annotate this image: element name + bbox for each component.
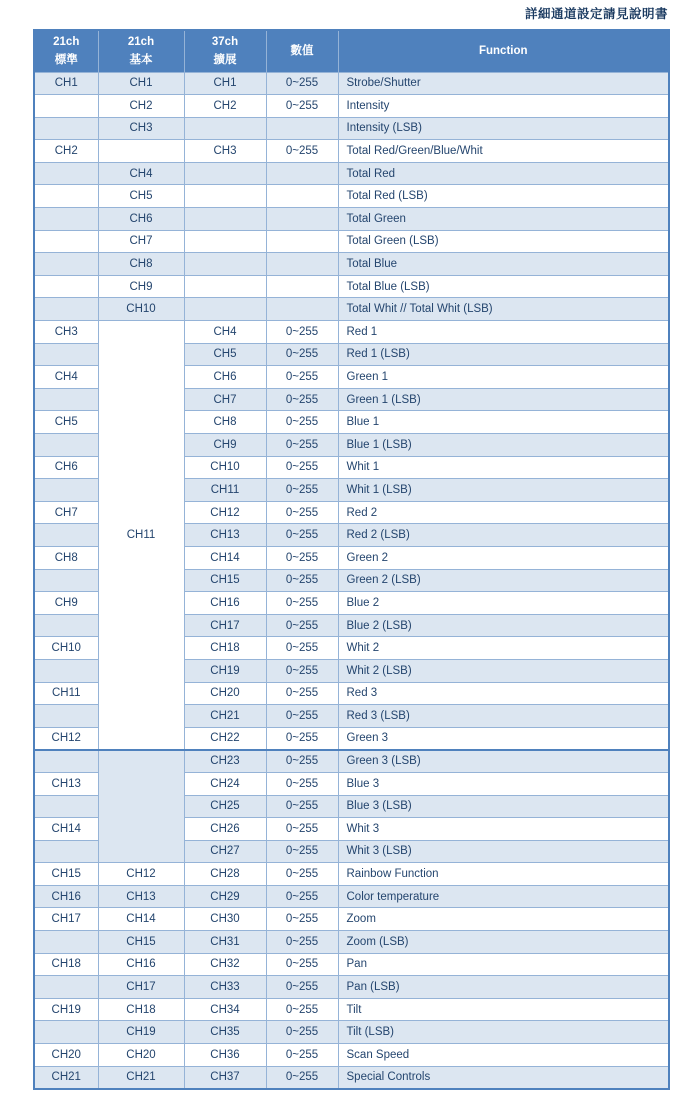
cell-function: Color temperature bbox=[338, 885, 669, 908]
cell-value: 0~255 bbox=[266, 456, 338, 479]
table-body bbox=[34, 72, 669, 1089]
table-row bbox=[34, 1066, 669, 1089]
cell-ch21-standard bbox=[34, 1021, 98, 1044]
cell-ch21-standard: CH5 bbox=[34, 411, 98, 434]
cell-function: Total Blue bbox=[338, 253, 669, 276]
cell-ch21-standard: CH6 bbox=[34, 456, 98, 479]
cell-ch37-extended: CH34 bbox=[184, 998, 266, 1021]
cell-ch37-extended: CH31 bbox=[184, 931, 266, 954]
cell-ch21-basic: CH20 bbox=[98, 1044, 184, 1067]
cell-ch37-extended: CH27 bbox=[184, 840, 266, 863]
table-row bbox=[34, 931, 669, 954]
cell-ch37-extended: CH5 bbox=[184, 343, 266, 366]
cell-ch21-standard bbox=[34, 230, 98, 253]
table-row bbox=[34, 976, 669, 999]
cell-ch21-standard bbox=[34, 479, 98, 502]
cell-function: Red 3 bbox=[338, 682, 669, 705]
cell-ch37-extended: CH10 bbox=[184, 456, 266, 479]
cell-ch21-basic: CH5 bbox=[98, 185, 184, 208]
cell-ch37-extended: CH18 bbox=[184, 637, 266, 660]
cell-ch37-extended bbox=[184, 298, 266, 321]
cell-ch21-standard bbox=[34, 931, 98, 954]
column-header-value bbox=[266, 30, 338, 72]
cell-value: 0~255 bbox=[266, 998, 338, 1021]
cell-function: Pan bbox=[338, 953, 669, 976]
cell-value: 0~255 bbox=[266, 885, 338, 908]
cell-function: Blue 3 (LSB) bbox=[338, 795, 669, 818]
cell-ch21-standard: CH20 bbox=[34, 1044, 98, 1067]
cell-value: 0~255 bbox=[266, 366, 338, 389]
table-row bbox=[34, 162, 669, 185]
cell-ch21-standard bbox=[34, 705, 98, 728]
cell-ch21-basic: CH11 bbox=[98, 321, 184, 750]
cell-function: Tilt (LSB) bbox=[338, 1021, 669, 1044]
cell-ch37-extended bbox=[184, 185, 266, 208]
cell-function: Blue 1 (LSB) bbox=[338, 434, 669, 457]
cell-value bbox=[266, 298, 338, 321]
cell-ch21-standard: CH21 bbox=[34, 1066, 98, 1089]
cell-ch37-extended: CH12 bbox=[184, 501, 266, 524]
cell-function: Green 2 (LSB) bbox=[338, 569, 669, 592]
cell-ch21-standard: CH12 bbox=[34, 727, 98, 750]
cell-value: 0~255 bbox=[266, 1021, 338, 1044]
cell-ch37-extended: CH11 bbox=[184, 479, 266, 502]
column-header-line: 基本 bbox=[129, 54, 153, 67]
cell-function: Blue 2 bbox=[338, 592, 669, 615]
cell-function: Green 2 bbox=[338, 546, 669, 569]
cell-ch21-standard bbox=[34, 185, 98, 208]
cell-ch37-extended: CH4 bbox=[184, 321, 266, 344]
column-header-line: Function bbox=[478, 45, 528, 58]
cell-ch21-standard: CH2 bbox=[34, 140, 98, 163]
cell-ch21-standard bbox=[34, 95, 98, 118]
cell-function: Whit 3 (LSB) bbox=[338, 840, 669, 863]
cell-value: 0~255 bbox=[266, 388, 338, 411]
cell-value: 0~255 bbox=[266, 524, 338, 547]
cell-value: 0~255 bbox=[266, 976, 338, 999]
cell-ch37-extended: CH16 bbox=[184, 592, 266, 615]
column-header-line: 標準 bbox=[54, 54, 78, 67]
cell-ch37-extended: CH13 bbox=[184, 524, 266, 547]
cell-ch37-extended: CH33 bbox=[184, 976, 266, 999]
cell-function: Green 1 bbox=[338, 366, 669, 389]
table-row bbox=[34, 185, 669, 208]
cell-value: 0~255 bbox=[266, 140, 338, 163]
cell-ch21-standard: CH17 bbox=[34, 908, 98, 931]
header-row bbox=[34, 30, 669, 72]
cell-ch37-extended: CH32 bbox=[184, 953, 266, 976]
cell-ch21-standard: CH7 bbox=[34, 501, 98, 524]
cell-function: Green 1 (LSB) bbox=[338, 388, 669, 411]
cell-ch37-extended bbox=[184, 208, 266, 231]
cell-value: 0~255 bbox=[266, 546, 338, 569]
cell-ch37-extended: CH8 bbox=[184, 411, 266, 434]
cell-ch37-extended: CH30 bbox=[184, 908, 266, 931]
cell-function: Rainbow Function bbox=[338, 863, 669, 886]
cell-ch37-extended bbox=[184, 117, 266, 140]
table-row bbox=[34, 95, 669, 118]
cell-ch21-standard: CH19 bbox=[34, 998, 98, 1021]
table-row bbox=[34, 908, 669, 931]
table-row bbox=[34, 275, 669, 298]
cell-ch37-extended: CH20 bbox=[184, 682, 266, 705]
cell-value: 0~255 bbox=[266, 569, 338, 592]
cell-value: 0~255 bbox=[266, 818, 338, 841]
cell-value: 0~255 bbox=[266, 705, 338, 728]
cell-function: Whit 2 bbox=[338, 637, 669, 660]
table-row bbox=[34, 1044, 669, 1067]
cell-ch21-standard bbox=[34, 840, 98, 863]
table-row bbox=[34, 117, 669, 140]
cell-ch37-extended: CH37 bbox=[184, 1066, 266, 1089]
cell-ch21-basic: CH10 bbox=[98, 298, 184, 321]
cell-ch37-extended bbox=[184, 253, 266, 276]
cell-ch37-extended: CH17 bbox=[184, 614, 266, 637]
cell-function: Whit 3 bbox=[338, 818, 669, 841]
cell-ch21-basic bbox=[98, 140, 184, 163]
cell-ch37-extended: CH22 bbox=[184, 727, 266, 750]
cell-ch21-standard: CH11 bbox=[34, 682, 98, 705]
cell-function: Zoom bbox=[338, 908, 669, 931]
cell-ch21-standard bbox=[34, 162, 98, 185]
cell-function: Special Controls bbox=[338, 1066, 669, 1089]
cell-ch21-basic: CH4 bbox=[98, 162, 184, 185]
cell-ch21-basic: CH19 bbox=[98, 1021, 184, 1044]
cell-ch21-basic: CH16 bbox=[98, 953, 184, 976]
column-header-line: 21ch bbox=[127, 36, 155, 49]
cell-value: 0~255 bbox=[266, 501, 338, 524]
cell-ch21-basic: CH15 bbox=[98, 931, 184, 954]
cell-function: Green 3 bbox=[338, 727, 669, 750]
cell-value bbox=[266, 208, 338, 231]
cell-ch37-extended: CH24 bbox=[184, 772, 266, 795]
table-row bbox=[34, 998, 669, 1021]
cell-ch21-standard: CH18 bbox=[34, 953, 98, 976]
cell-value bbox=[266, 162, 338, 185]
cell-value: 0~255 bbox=[266, 411, 338, 434]
column-header-ch21-standard bbox=[34, 30, 98, 72]
cell-function: Total Whit // Total Whit (LSB) bbox=[338, 298, 669, 321]
cell-ch21-standard bbox=[34, 750, 98, 773]
cell-value: 0~255 bbox=[266, 343, 338, 366]
cell-value: 0~255 bbox=[266, 908, 338, 931]
cell-ch21-basic: CH1 bbox=[98, 72, 184, 95]
cell-function: Red 2 (LSB) bbox=[338, 524, 669, 547]
cell-value: 0~255 bbox=[266, 1066, 338, 1089]
cell-ch21-standard: CH16 bbox=[34, 885, 98, 908]
table-row bbox=[34, 253, 669, 276]
cell-ch37-extended: CH19 bbox=[184, 659, 266, 682]
cell-ch37-extended: CH29 bbox=[184, 885, 266, 908]
cell-ch37-extended: CH2 bbox=[184, 95, 266, 118]
cell-ch21-standard: CH14 bbox=[34, 818, 98, 841]
table-row bbox=[34, 321, 669, 344]
cell-ch21-standard bbox=[34, 795, 98, 818]
cell-ch21-basic: CH9 bbox=[98, 275, 184, 298]
cell-ch21-standard bbox=[34, 117, 98, 140]
cell-ch21-basic: CH14 bbox=[98, 908, 184, 931]
cell-ch37-extended: CH28 bbox=[184, 863, 266, 886]
cell-ch37-extended bbox=[184, 275, 266, 298]
table-row bbox=[34, 750, 669, 773]
table-row bbox=[34, 140, 669, 163]
cell-ch37-extended: CH15 bbox=[184, 569, 266, 592]
dmx-channel-table bbox=[33, 29, 670, 1090]
cell-function: Green 3 (LSB) bbox=[338, 750, 669, 773]
cell-ch37-extended bbox=[184, 230, 266, 253]
cell-function: Strobe/Shutter bbox=[338, 72, 669, 95]
cell-ch21-basic: CH17 bbox=[98, 976, 184, 999]
cell-value: 0~255 bbox=[266, 479, 338, 502]
table-header bbox=[34, 30, 669, 72]
cell-function: Blue 2 (LSB) bbox=[338, 614, 669, 637]
cell-value: 0~255 bbox=[266, 772, 338, 795]
cell-ch21-standard bbox=[34, 208, 98, 231]
cell-ch37-extended: CH35 bbox=[184, 1021, 266, 1044]
cell-ch21-basic: CH6 bbox=[98, 208, 184, 231]
cell-ch37-extended: CH14 bbox=[184, 546, 266, 569]
page-title: 詳細通道設定請見說明書 bbox=[524, 7, 668, 21]
cell-ch21-basic: CH21 bbox=[98, 1066, 184, 1089]
cell-ch21-basic: CH7 bbox=[98, 230, 184, 253]
cell-ch21-standard: CH1 bbox=[34, 72, 98, 95]
cell-value: 0~255 bbox=[266, 931, 338, 954]
cell-function: Scan Speed bbox=[338, 1044, 669, 1067]
column-header-ch21-basic bbox=[98, 30, 184, 72]
cell-function: Total Red/Green/Blue/Whit bbox=[338, 140, 669, 163]
column-header-line: 數值 bbox=[290, 45, 314, 58]
column-header-ch37-extended bbox=[184, 30, 266, 72]
cell-ch21-standard bbox=[34, 298, 98, 321]
cell-ch21-basic: CH13 bbox=[98, 885, 184, 908]
cell-ch21-standard: CH8 bbox=[34, 546, 98, 569]
cell-function: Whit 1 bbox=[338, 456, 669, 479]
cell-ch21-standard bbox=[34, 434, 98, 457]
cell-value bbox=[266, 117, 338, 140]
cell-function: Total Green bbox=[338, 208, 669, 231]
cell-function: Blue 3 bbox=[338, 772, 669, 795]
cell-function: Red 1 bbox=[338, 321, 669, 344]
cell-function: Red 3 (LSB) bbox=[338, 705, 669, 728]
cell-value: 0~255 bbox=[266, 72, 338, 95]
cell-function: Blue 1 bbox=[338, 411, 669, 434]
cell-ch21-standard bbox=[34, 388, 98, 411]
table-row bbox=[34, 1021, 669, 1044]
cell-ch21-basic bbox=[98, 750, 184, 863]
cell-function: Whit 2 (LSB) bbox=[338, 659, 669, 682]
cell-ch21-basic: CH8 bbox=[98, 253, 184, 276]
table-row bbox=[34, 863, 669, 886]
cell-ch21-standard bbox=[34, 659, 98, 682]
cell-value: 0~255 bbox=[266, 614, 338, 637]
cell-function: Total Green (LSB) bbox=[338, 230, 669, 253]
table-row bbox=[34, 208, 669, 231]
cell-value: 0~255 bbox=[266, 795, 338, 818]
cell-value bbox=[266, 275, 338, 298]
table-row bbox=[34, 885, 669, 908]
cell-function: Total Red bbox=[338, 162, 669, 185]
cell-ch21-standard: CH10 bbox=[34, 637, 98, 660]
column-header-line: 37ch bbox=[211, 36, 239, 49]
cell-function: Total Red (LSB) bbox=[338, 185, 669, 208]
cell-value: 0~255 bbox=[266, 727, 338, 750]
cell-function: Intensity (LSB) bbox=[338, 117, 669, 140]
cell-function: Whit 1 (LSB) bbox=[338, 479, 669, 502]
cell-value: 0~255 bbox=[266, 592, 338, 615]
cell-ch37-extended: CH7 bbox=[184, 388, 266, 411]
table-row bbox=[34, 953, 669, 976]
cell-ch37-extended: CH9 bbox=[184, 434, 266, 457]
cell-function: Zoom (LSB) bbox=[338, 931, 669, 954]
cell-ch21-standard: CH9 bbox=[34, 592, 98, 615]
cell-value: 0~255 bbox=[266, 1044, 338, 1067]
cell-ch37-extended: CH23 bbox=[184, 750, 266, 773]
cell-value: 0~255 bbox=[266, 682, 338, 705]
cell-ch37-extended: CH26 bbox=[184, 818, 266, 841]
cell-ch21-standard: CH15 bbox=[34, 863, 98, 886]
cell-ch21-basic: CH12 bbox=[98, 863, 184, 886]
table-row bbox=[34, 72, 669, 95]
cell-function: Pan (LSB) bbox=[338, 976, 669, 999]
cell-ch21-standard: CH13 bbox=[34, 772, 98, 795]
cell-ch21-basic: CH18 bbox=[98, 998, 184, 1021]
cell-value: 0~255 bbox=[266, 659, 338, 682]
cell-value: 0~255 bbox=[266, 953, 338, 976]
table-row bbox=[34, 298, 669, 321]
cell-function: Red 1 (LSB) bbox=[338, 343, 669, 366]
cell-ch21-standard bbox=[34, 253, 98, 276]
table-row bbox=[34, 230, 669, 253]
cell-ch37-extended bbox=[184, 162, 266, 185]
cell-function: Tilt bbox=[338, 998, 669, 1021]
column-header-function bbox=[338, 30, 669, 72]
cell-ch21-basic: CH2 bbox=[98, 95, 184, 118]
cell-ch21-standard bbox=[34, 524, 98, 547]
cell-value bbox=[266, 185, 338, 208]
cell-function: Total Blue (LSB) bbox=[338, 275, 669, 298]
cell-value: 0~255 bbox=[266, 637, 338, 660]
cell-ch21-standard bbox=[34, 614, 98, 637]
cell-ch37-extended: CH36 bbox=[184, 1044, 266, 1067]
cell-ch37-extended: CH25 bbox=[184, 795, 266, 818]
cell-function: Intensity bbox=[338, 95, 669, 118]
cell-function: Red 2 bbox=[338, 501, 669, 524]
cell-ch37-extended: CH21 bbox=[184, 705, 266, 728]
cell-ch37-extended: CH1 bbox=[184, 72, 266, 95]
cell-ch21-standard bbox=[34, 343, 98, 366]
cell-value: 0~255 bbox=[266, 434, 338, 457]
cell-ch21-standard: CH4 bbox=[34, 366, 98, 389]
cell-ch21-standard bbox=[34, 976, 98, 999]
cell-ch21-standard bbox=[34, 275, 98, 298]
cell-value: 0~255 bbox=[266, 863, 338, 886]
cell-ch21-standard bbox=[34, 569, 98, 592]
cell-value bbox=[266, 253, 338, 276]
column-header-line: 21ch bbox=[53, 36, 80, 49]
cell-ch37-extended: CH6 bbox=[184, 366, 266, 389]
cell-ch37-extended: CH3 bbox=[184, 140, 266, 163]
cell-ch21-standard: CH3 bbox=[34, 321, 98, 344]
cell-value bbox=[266, 230, 338, 253]
cell-value: 0~255 bbox=[266, 840, 338, 863]
column-header-line: 擴展 bbox=[213, 54, 237, 67]
cell-value: 0~255 bbox=[266, 321, 338, 344]
cell-ch21-basic: CH3 bbox=[98, 117, 184, 140]
cell-value: 0~255 bbox=[266, 750, 338, 773]
cell-value: 0~255 bbox=[266, 95, 338, 118]
